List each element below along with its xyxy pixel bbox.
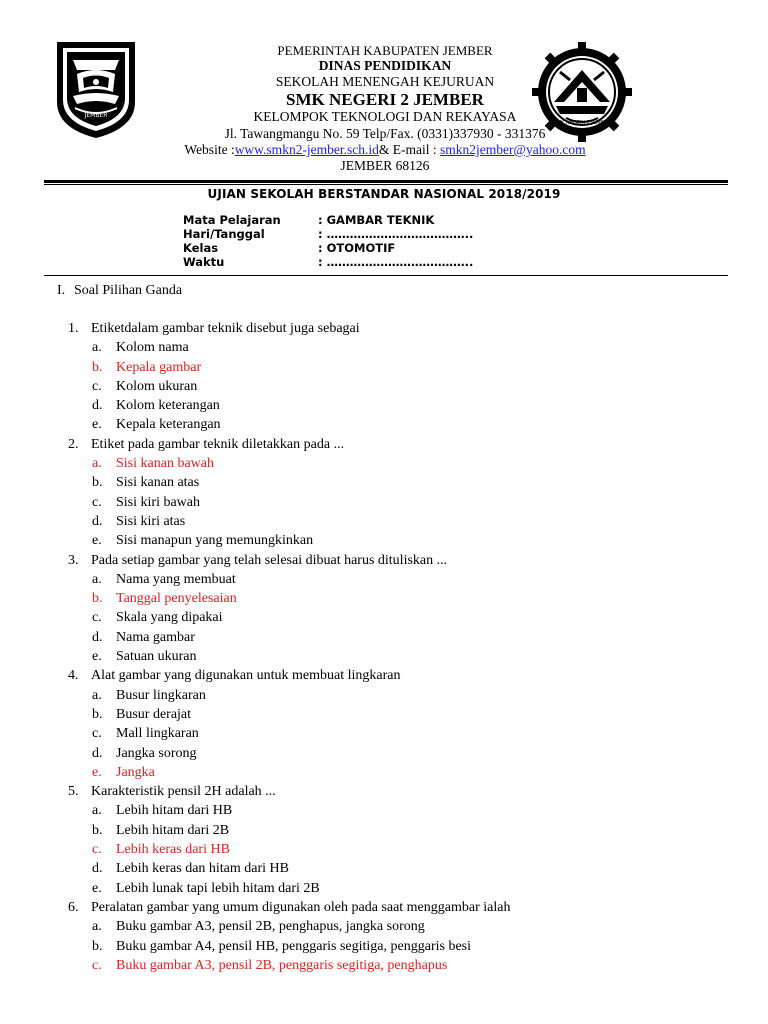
meta-row-class: [183, 241, 395, 255]
meta-row-date: [183, 227, 473, 241]
question-stem: Alat gambar yang digunakan untuk membuat lingkaran: [91, 668, 401, 684]
answer-option: [68, 821, 728, 840]
option-text: Nama gambar: [116, 629, 195, 645]
option-letter: e.: [92, 649, 102, 665]
section-heading: [57, 283, 182, 299]
answer-option: [68, 628, 728, 647]
option-list: [68, 338, 728, 434]
option-list: [68, 570, 728, 666]
question-number: 3.: [68, 552, 79, 568]
option-text: Lebih hitam dari 2B: [116, 822, 230, 838]
meta-label: Hari/Tanggal: [183, 227, 265, 241]
option-text: Kolom nama: [116, 340, 189, 356]
option-text: Lebih hitam dari HB: [116, 803, 233, 819]
question-item: [68, 782, 728, 898]
option-letter: e.: [92, 417, 102, 433]
option-letter: a.: [92, 456, 102, 472]
question-number: 2.: [68, 436, 79, 452]
answer-option: [68, 473, 728, 492]
answer-option: [68, 396, 728, 415]
option-letter: d.: [92, 745, 103, 761]
answer-option: [68, 647, 728, 666]
option-text: Sisi manapun yang memungkinkan: [116, 533, 314, 549]
question-stem: Karakteristik pensil 2H adalah ...: [91, 784, 276, 800]
option-text: Busur derajat: [116, 706, 192, 722]
emblem-text: JEMBER: [84, 112, 108, 119]
school-group: KELOMPOK TEKNOLOGI DAN REKAYASA: [253, 109, 517, 124]
option-letter: a.: [92, 803, 102, 819]
answer-option: [68, 917, 728, 936]
question-text: [68, 666, 728, 685]
question-item: [68, 666, 728, 782]
option-letter: b.: [92, 938, 103, 954]
question-item: [68, 551, 728, 667]
option-letter: b.: [92, 475, 103, 491]
option-letter: c.: [92, 726, 102, 742]
option-text: Lebih lunak tapi lebih hitam dari 2B: [116, 880, 320, 896]
question-text: [68, 782, 728, 801]
answer-option: [68, 859, 728, 878]
meta-label: Waktu: [183, 255, 225, 269]
meta-label: Mata Pelajaran: [183, 213, 281, 227]
answer-option: [68, 705, 728, 724]
option-text: Sisi kiri atas: [116, 513, 186, 529]
school-type-line: SEKOLAH MENENGAH KEJURUAN: [275, 74, 495, 89]
option-letter: a.: [92, 571, 102, 587]
answer-option: [68, 608, 728, 627]
answer-option-correct: [68, 840, 728, 859]
option-list: [68, 801, 728, 897]
question-number: 4.: [68, 668, 79, 684]
option-letter: e.: [92, 764, 102, 780]
question-number: 5.: [68, 784, 79, 800]
question-number: 1.: [68, 321, 79, 336]
option-letter: d.: [92, 398, 103, 414]
answer-option-correct: [68, 358, 728, 377]
emblem-caption: SMK NEGERI 2 JEMBER: [553, 120, 611, 126]
question-list: [68, 319, 728, 975]
meta-row-duration: [183, 255, 473, 269]
meta-value: : ………………………………..: [318, 255, 474, 269]
option-text: Kolom ukuran: [116, 378, 198, 394]
option-text: Mall lingkaran: [116, 726, 199, 742]
kabupaten-jember-emblem: [55, 40, 137, 140]
question-text: [68, 435, 728, 454]
option-letter: d.: [92, 513, 103, 529]
option-text: Sisi kanan atas: [116, 475, 200, 491]
option-letter: b.: [92, 359, 103, 375]
answer-option: [68, 801, 728, 820]
option-letter: b.: [92, 591, 103, 607]
question-number: 6.: [68, 899, 79, 915]
option-letter: c.: [92, 610, 102, 626]
answer-option-correct: [68, 763, 728, 782]
question-stem: Pada setiap gambar yang telah selesai dibuat harus dituliskan ...: [91, 552, 448, 568]
option-letter: d.: [92, 629, 103, 645]
option-text: Kepala gambar: [116, 359, 202, 375]
option-letter: a.: [92, 919, 102, 935]
answer-option: [68, 879, 728, 898]
question-item: [68, 319, 728, 435]
answer-option: [68, 686, 728, 705]
question-stem: Etiket pada gambar teknik diletakkan pada ...: [91, 436, 345, 452]
exam-title: UJIAN SEKOLAH BERSTANDAR NASIONAL 2018/2019: [207, 187, 561, 201]
option-text: Lebih keras dari HB: [116, 842, 230, 858]
option-letter: a.: [92, 340, 102, 356]
question-stem: Etiketdalam gambar teknik disebut juga sebagai: [91, 321, 360, 336]
option-list: [68, 454, 728, 550]
option-letter: b.: [92, 706, 103, 722]
option-list: [68, 917, 728, 975]
option-text: Buku gambar A4, pensil HB, penggaris segitiga, penggaris besi: [116, 938, 471, 954]
option-text: Lebih keras dan hitam dari HB: [116, 861, 290, 877]
option-letter: c.: [92, 494, 102, 510]
school-name: SMK NEGERI 2 JEMBER: [286, 90, 484, 109]
section-title: Soal Pilihan Ganda: [74, 283, 183, 298]
option-text: Buku gambar A3, pensil 2B, penghapus, jangka sorong: [116, 919, 425, 935]
email-label: & E-mail :: [378, 142, 441, 157]
option-text: Jangka: [116, 764, 155, 780]
option-letter: c.: [92, 842, 102, 858]
meta-label: Kelas: [183, 241, 219, 255]
answer-option: [68, 493, 728, 512]
option-text: Satuan ukuran: [116, 649, 197, 665]
option-text: Nama yang membuat: [116, 571, 236, 587]
answer-option: [68, 377, 728, 396]
government-line: PEMERINTAH KABUPATEN JEMBER: [277, 43, 493, 58]
answer-option: [68, 531, 728, 550]
question-text: [68, 898, 728, 917]
question-text: [68, 551, 728, 570]
city-postcode: JEMBER 68126: [340, 158, 430, 173]
option-text: Sisi kiri bawah: [116, 494, 200, 510]
question-item: [68, 898, 728, 975]
option-letter: b.: [92, 822, 103, 838]
option-text: Buku gambar A3, pensil 2B, penggaris segitiga, penghapus: [116, 957, 448, 973]
option-letter: d.: [92, 861, 103, 877]
option-list: [68, 686, 728, 782]
question-text: [68, 319, 728, 338]
answer-option: [68, 338, 728, 357]
option-text: Tanggal penyelesaian: [116, 591, 237, 607]
option-letter: e.: [92, 533, 102, 549]
option-text: Kolom keterangan: [116, 398, 220, 414]
option-text: Jangka sorong: [116, 745, 197, 761]
answer-option: [68, 937, 728, 956]
header-divider-thin: [44, 184, 728, 185]
answer-option: [68, 512, 728, 531]
answer-option-correct: [68, 454, 728, 473]
question-stem: Peralatan gambar yang umum digunakan oleh pada saat menggambar ialah: [91, 899, 511, 915]
option-letter: a.: [92, 687, 102, 703]
website-label: Website :: [184, 142, 235, 157]
option-text: Skala yang dipakai: [116, 610, 223, 626]
answer-option: [68, 415, 728, 434]
website-link[interactable]: www.smkn2-jember.sch.id: [234, 142, 379, 157]
department-line: DINAS PENDIDIKAN: [318, 58, 452, 73]
meta-row-subject: [183, 213, 434, 227]
section-number: I.: [57, 283, 66, 298]
answer-option: [68, 724, 728, 743]
header-divider-thick: [44, 180, 728, 183]
meta-value: : ………………………………..: [318, 227, 474, 241]
option-text: Busur lingkaran: [116, 687, 206, 703]
meta-value: : GAMBAR TEKNIK: [318, 213, 435, 227]
option-text: Kepala keterangan: [116, 417, 221, 433]
school-address: Jl. Tawangmangu No. 59 Telp/Fax. (0331)337930 - 331376: [224, 126, 546, 141]
letterhead: [0, 0, 768, 180]
contact-line: [140, 141, 630, 158]
answer-option: [68, 744, 728, 763]
option-letter: c.: [92, 957, 102, 973]
option-text: Sisi kanan bawah: [116, 456, 214, 472]
meta-divider: [44, 275, 728, 276]
meta-value: : OTOMOTIF: [318, 241, 396, 255]
option-letter: e.: [92, 880, 102, 896]
question-item: [68, 435, 728, 551]
answer-option-correct: [68, 589, 728, 608]
answer-option: [68, 570, 728, 589]
answer-option-correct: [68, 956, 728, 975]
option-letter: c.: [92, 378, 102, 394]
email-link[interactable]: smkn2jember@yahoo.com: [440, 142, 586, 157]
